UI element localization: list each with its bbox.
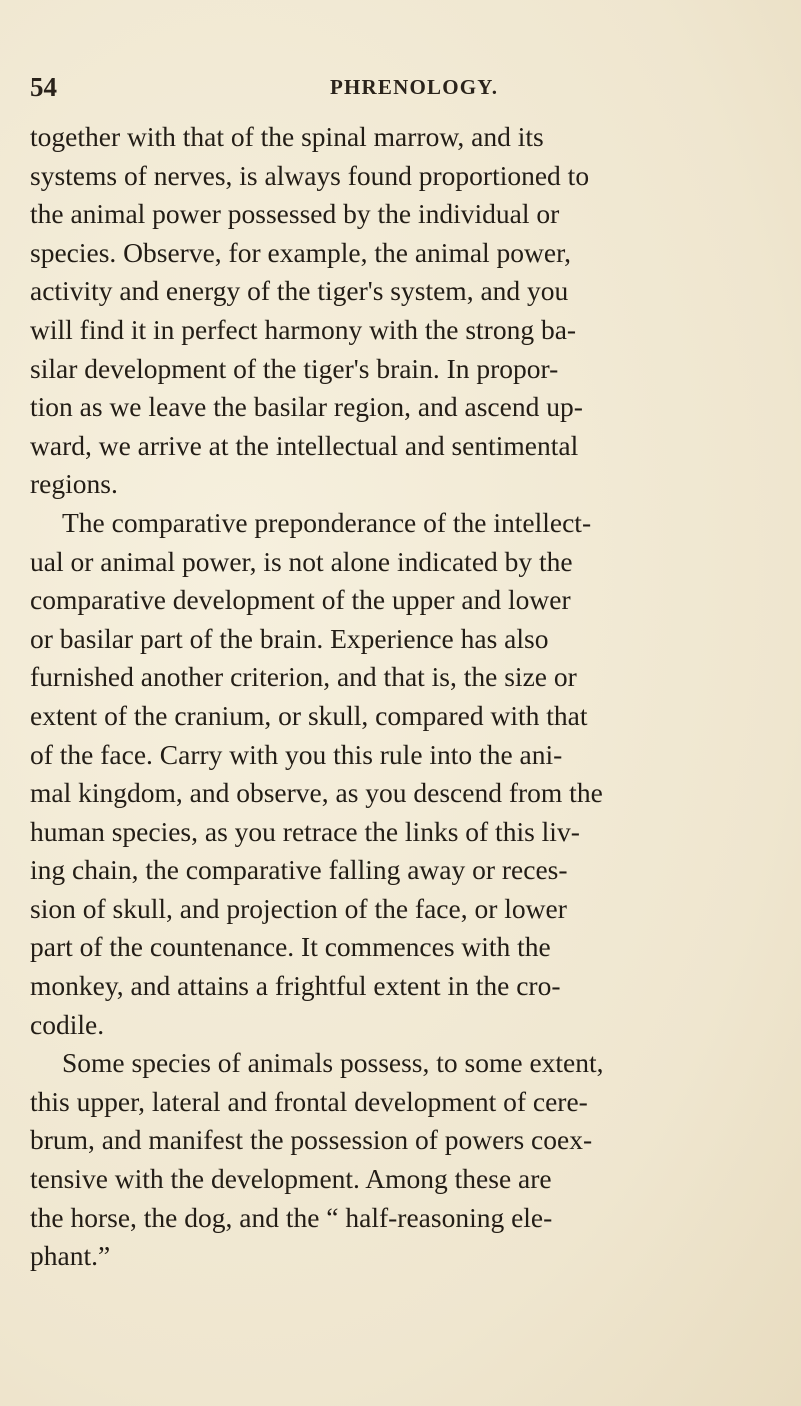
text-line: the horse, the dog, and the “ half-reasoning ele- [30,1201,553,1233]
text-line: this upper, lateral and frontal development of cere- [30,1085,588,1117]
paragraph-start-line: The comparative preponderance of the intellect- [62,506,592,538]
text-line: extent of the cranium, or skull, compared with that [30,699,588,731]
text-line: tensive with the development. Among these are [30,1163,552,1195]
running-head [30,72,750,106]
text-line: activity and energy of the tiger's system, and you [30,275,569,307]
body-text [30,118,770,1276]
text-line: tion as we leave the basilar region, and ascend up- [30,391,583,423]
running-title: PHRENOLOGY. [330,75,499,99]
text-line: silar development of the tiger's brain. In propor- [30,352,559,384]
page-number: 54 [30,72,57,102]
text-line: regions. [30,468,118,500]
text-line: monkey, and attains a frightful extent in the cro- [30,970,561,1002]
text-line: ual or animal power, is not alone indicated by the [30,545,573,577]
text-line: ward, we arrive at the intellectual and sentimental [30,429,579,461]
text-line: together with that of the spinal marrow, and its [30,121,544,152]
text-line: phant.” [30,1240,111,1272]
text-line: human species, as you retrace the links of this liv- [30,815,580,847]
text-line: ing chain, the comparative falling away or reces- [30,854,568,886]
text-line: of the face. Carry with you this rule into the ani- [30,738,563,770]
text-line: or basilar part of the brain. Experience has also [30,622,549,654]
text-line: sion of skull, and projection of the face, or lower [30,892,567,924]
text-line: brum, and manifest the possession of powers coex- [30,1124,593,1156]
text-line: the animal power possessed by the individual or [30,198,560,230]
text-line: part of the countenance. It commences with the [30,931,551,963]
text-line: comparative development of the upper and lower [30,584,571,616]
text-line: will find it in perfect harmony with the strong ba- [30,313,577,345]
text-line: codile. [30,1008,105,1040]
text-line: furnished another criterion, and that is, the size or [30,661,577,693]
text-line: species. Observe, for example, the animal power, [30,236,572,268]
paragraph-start-line: Some species of animals possess, to some extent, [62,1047,604,1079]
text-line: systems of nerves, is always found proportioned to [30,159,590,191]
text-line: mal kingdom, and observe, as you descend from the [30,777,603,809]
